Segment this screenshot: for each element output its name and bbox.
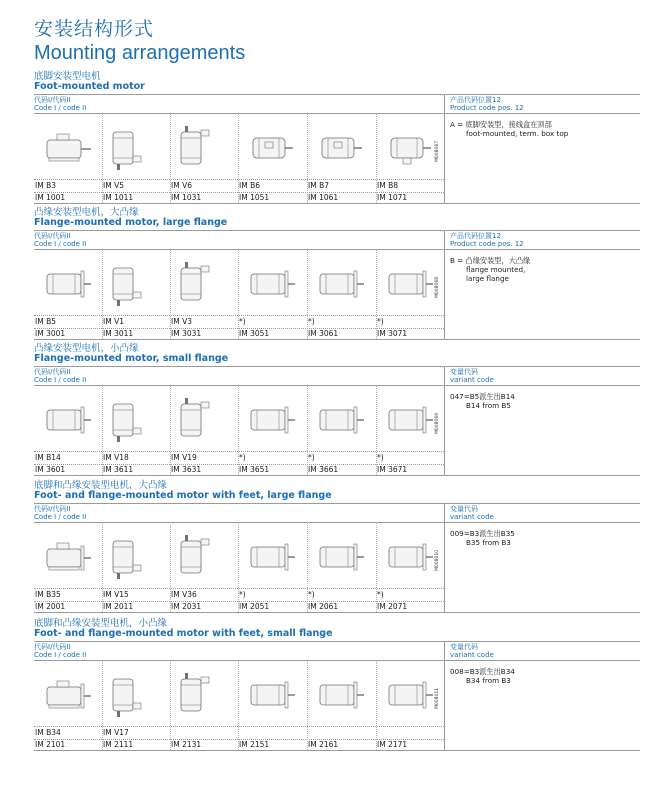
- code1-label: IM B7: [308, 181, 329, 190]
- code1-label: IM V36: [171, 590, 197, 599]
- divider: [34, 385, 640, 386]
- right-description-line: B34 from B3: [466, 676, 511, 685]
- code2-label: IM 2051: [239, 602, 270, 611]
- code2-label: IM 2151: [239, 740, 270, 749]
- vertical-motor-icon: [173, 669, 235, 721]
- code2-label: IM 2111: [103, 740, 134, 749]
- right-header-cn: 变量代码: [450, 643, 478, 651]
- flange-motor-icon: [310, 258, 372, 310]
- divider: [34, 522, 640, 523]
- code2-label: IM 1061: [308, 193, 339, 202]
- image-id: M008010: [435, 549, 440, 571]
- section-title-en: Flange-mounted motor, small flange: [34, 353, 229, 364]
- divider: [34, 588, 444, 589]
- code-header-en: Code I / code II: [34, 240, 87, 248]
- flange-motor-icon: [379, 394, 441, 446]
- code-header-cn: 代码I/代码II: [34, 505, 71, 513]
- section-1: [34, 72, 640, 204]
- code2-label: IM 3661: [308, 465, 339, 474]
- code2-label: IM 3071: [377, 329, 408, 338]
- right-header: [450, 96, 524, 112]
- code2-label: IM 2031: [171, 602, 202, 611]
- page-title-en: Mounting arrangements: [34, 42, 246, 64]
- code1-label: IM V6: [171, 181, 192, 190]
- code1-label: *): [239, 317, 246, 326]
- code1-label: IM V5: [103, 181, 124, 190]
- code-header-cn: 代码I/代码II: [34, 96, 71, 104]
- vertical-motor-icon: [105, 394, 167, 446]
- foot-flange-motor-icon: [37, 669, 99, 721]
- ceiling-motor-icon: [379, 122, 441, 174]
- code2-label: IM 2101: [35, 740, 66, 749]
- image-id: M008068: [435, 276, 440, 298]
- vertical-motor-icon: [173, 122, 235, 174]
- section-title: [34, 208, 227, 228]
- code2-label: IM 3061: [308, 329, 339, 338]
- right-header-cn: 变量代码: [450, 368, 478, 376]
- right-header-cn: 变量代码: [450, 505, 478, 513]
- right-column-divider: [444, 94, 445, 203]
- right-header: [450, 643, 494, 659]
- flange-motor-icon: [241, 669, 303, 721]
- code-header: [34, 643, 86, 659]
- right-description-line: 009=B3派生出B35: [450, 529, 515, 538]
- code2-label: IM 3601: [35, 465, 66, 474]
- wall-motor-icon: [241, 122, 303, 174]
- section-title-cn: 底脚安装型电机: [34, 71, 101, 82]
- right-header-en: variant code: [450, 651, 494, 659]
- code2-label: IM 2061: [308, 602, 339, 611]
- code2-label: IM 3671: [377, 465, 408, 474]
- right-description-line: B35 from B3: [466, 538, 511, 547]
- code2-label: IM 1031: [171, 193, 202, 202]
- divider: [34, 230, 640, 231]
- vertical-motor-icon: [173, 394, 235, 446]
- code2-label: IM 2001: [35, 602, 66, 611]
- code1-label: IM B8: [377, 181, 398, 190]
- code1-label: IM V1: [103, 317, 124, 326]
- right-header: [450, 368, 494, 384]
- divider: [34, 612, 640, 613]
- divider: [34, 315, 444, 316]
- section-title-cn: 凸缘安装型电机，大凸缘: [34, 207, 139, 218]
- flange-motor-icon: [241, 394, 303, 446]
- divider: [34, 179, 444, 180]
- flange-motor-icon: [241, 258, 303, 310]
- code1-label: *): [377, 453, 384, 462]
- right-description: [450, 392, 515, 410]
- right-column-divider: [444, 503, 445, 612]
- vertical-motor-icon: [105, 122, 167, 174]
- section-3: [34, 344, 640, 476]
- flange-motor-icon: [241, 531, 303, 583]
- code2-label: IM 1071: [377, 193, 408, 202]
- right-description-line: large flange: [466, 274, 509, 283]
- wall-motor-icon: [310, 122, 372, 174]
- code1-label: *): [239, 453, 246, 462]
- right-description-line: A = 底脚安装型，接线盒在顶部: [450, 120, 552, 129]
- image-id: M008067: [435, 140, 440, 162]
- section-title-en: Flange-mounted motor, large flange: [34, 217, 228, 228]
- vertical-motor-icon: [173, 258, 235, 310]
- code1-label: IM B35: [35, 590, 61, 599]
- section-title: [34, 619, 333, 639]
- divider: [34, 475, 640, 476]
- code2-label: IM 3051: [239, 329, 270, 338]
- code1-label: IM B3: [35, 181, 56, 190]
- section-4: [34, 481, 640, 613]
- divider: [34, 641, 640, 642]
- code2-label: IM 2161: [308, 740, 339, 749]
- code1-label: IM B5: [35, 317, 56, 326]
- code2-label: IM 3611: [103, 465, 134, 474]
- section-title-cn: 底脚和凸缘安装型电机，小凸缘: [34, 618, 168, 629]
- right-header-cn: 产品代码位置12: [450, 232, 501, 240]
- right-description-line: flange mounted,: [466, 265, 526, 274]
- image-id: M008069: [435, 412, 440, 434]
- divider: [34, 660, 640, 661]
- divider: [34, 451, 444, 452]
- code2-label: IM 2011: [103, 602, 134, 611]
- code-header-en: Code I / code II: [34, 513, 87, 521]
- divider: [34, 203, 640, 204]
- flange-motor-icon: [310, 394, 372, 446]
- code-header-cn: 代码I/代码II: [34, 368, 71, 376]
- code1-label: IM V15: [103, 590, 129, 599]
- flange-motor-icon: [37, 258, 99, 310]
- divider: [34, 366, 640, 367]
- code2-label: IM 3651: [239, 465, 270, 474]
- vertical-motor-icon: [105, 531, 167, 583]
- column-divider: [238, 660, 239, 750]
- code-header-en: Code I / code II: [34, 651, 87, 659]
- right-header-en: variant code: [450, 513, 494, 521]
- code-header-en: Code I / code II: [34, 376, 87, 384]
- foot-flange-motor-icon: [37, 531, 99, 583]
- code1-label: *): [377, 317, 384, 326]
- code1-label: IM V19: [171, 453, 197, 462]
- code1-label: IM V3: [171, 317, 192, 326]
- right-header-en: variant code: [450, 376, 494, 384]
- code2-label: IM 3031: [171, 329, 202, 338]
- flange-motor-icon: [379, 531, 441, 583]
- code1-label: *): [308, 453, 315, 462]
- divider: [34, 339, 640, 340]
- divider: [34, 249, 640, 250]
- code1-label: *): [308, 317, 315, 326]
- code2-label: IM 2071: [377, 602, 408, 611]
- flange-motor-icon: [310, 531, 372, 583]
- code2-label: IM 3001: [35, 329, 66, 338]
- divider: [34, 750, 640, 751]
- code1-label: IM B14: [35, 453, 61, 462]
- column-divider: [376, 660, 377, 750]
- section-5: [34, 619, 640, 751]
- right-description: [450, 529, 515, 547]
- column-divider: [307, 660, 308, 750]
- section-title-en: Foot- and flange-mounted motor with feet, small flange: [34, 628, 333, 639]
- column-divider: [170, 660, 171, 750]
- right-header-cn: 产品代码位置12: [450, 96, 501, 104]
- right-column-divider: [444, 230, 445, 339]
- code2-label: IM 1001: [35, 193, 66, 202]
- code-header-en: Code I / code II: [34, 104, 87, 112]
- code1-label: IM V18: [103, 453, 129, 462]
- flange-motor-icon: [379, 258, 441, 310]
- image-id: M008011: [435, 687, 440, 709]
- code1-label: *): [308, 590, 315, 599]
- divider: [34, 726, 444, 727]
- code-header: [34, 368, 86, 384]
- right-description-line: B14 from B5: [466, 401, 511, 410]
- code-header-cn: 代码I/代码II: [34, 643, 71, 651]
- right-description-line: 008=B3派生出B34: [450, 667, 515, 676]
- code2-label: IM 3011: [103, 329, 134, 338]
- page-title-cn: 安装结构形式: [34, 18, 155, 40]
- right-header-en: Product code pos. 12: [450, 104, 524, 112]
- code1-label: IM V17: [103, 728, 129, 737]
- code2-label: IM 2131: [171, 740, 202, 749]
- foot-motor-icon: [37, 122, 99, 174]
- right-header: [450, 505, 494, 521]
- right-description: [450, 256, 530, 283]
- code2-label: IM 2171: [377, 740, 408, 749]
- code2-label: IM 1051: [239, 193, 270, 202]
- flange-motor-icon: [37, 394, 99, 446]
- right-column-divider: [444, 366, 445, 475]
- code1-label: *): [377, 590, 384, 599]
- right-header-en: Product code pos. 12: [450, 240, 524, 248]
- code-header: [34, 232, 86, 248]
- right-description: [450, 120, 568, 138]
- code1-label: IM B6: [239, 181, 260, 190]
- flange-motor-icon: [310, 669, 372, 721]
- right-description: [450, 667, 515, 685]
- right-description-line: foot-mounted, term. box top: [466, 129, 569, 138]
- vertical-motor-icon: [105, 669, 167, 721]
- right-description-line: B = 凸缘安装型，大凸缘: [450, 256, 531, 265]
- code1-label: IM B34: [35, 728, 61, 737]
- code-header: [34, 96, 86, 112]
- section-title: [34, 72, 145, 92]
- section-title-en: Foot-mounted motor: [34, 81, 145, 92]
- section-title-cn: 凸缘安装型电机，小凸缘: [34, 343, 139, 354]
- divider: [34, 113, 640, 114]
- section-title: [34, 481, 332, 501]
- code-header: [34, 505, 86, 521]
- code-header-cn: 代码I/代码II: [34, 232, 71, 240]
- section-title-cn: 底脚和凸缘安装型电机，大凸缘: [34, 480, 168, 491]
- code2-label: IM 1011: [103, 193, 134, 202]
- code1-label: *): [239, 590, 246, 599]
- flange-motor-icon: [379, 669, 441, 721]
- divider: [34, 503, 640, 504]
- section-title-en: Foot- and flange-mounted motor with feet, large flange: [34, 490, 332, 501]
- right-column-divider: [444, 641, 445, 750]
- right-description-line: 047=B5派生出B14: [450, 392, 515, 401]
- right-header: [450, 232, 524, 248]
- section-2: [34, 208, 640, 340]
- section-title: [34, 344, 228, 364]
- divider: [34, 94, 640, 95]
- code2-label: IM 3631: [171, 465, 202, 474]
- vertical-motor-icon: [105, 258, 167, 310]
- vertical-motor-icon: [173, 531, 235, 583]
